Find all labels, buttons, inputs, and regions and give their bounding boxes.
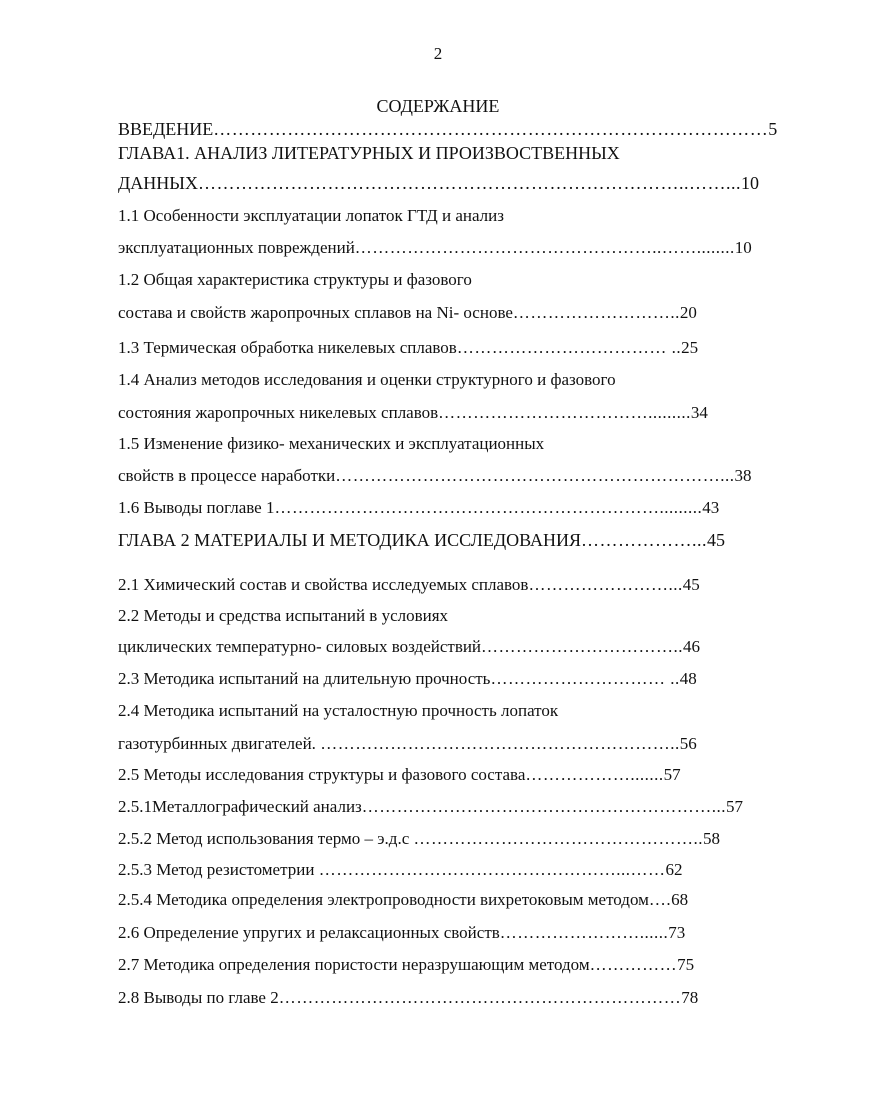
toc-entry-page-number: 46: [683, 637, 701, 656]
toc-entry: [118, 636, 755, 658]
toc-entry-text: 2.5.2 Метод использования термо – э.д.с: [118, 829, 414, 848]
toc-entry: [118, 529, 752, 551]
toc-entry: [118, 889, 755, 911]
toc-entry-leader-dots: ………………………… ..: [490, 669, 680, 688]
toc-entry-page-number: 10: [740, 173, 759, 193]
toc-entry-leader-dots: ……………: [589, 955, 678, 974]
toc-entry-leader-dots: …………………………………………..: [413, 829, 703, 848]
toc-entry-text: 2.5.1Металлографический анализ: [118, 797, 362, 816]
toc-entry-text: 1.2 Общая характеристика структуры и фазового: [118, 270, 472, 289]
toc-entry-leader-dots: ……………………………………………………..: [320, 734, 680, 753]
toc-entry: [118, 337, 755, 359]
toc-entry: [118, 605, 500, 627]
toc-entry: [118, 369, 680, 391]
toc-entry-text: 2.5.3 Метод резистометрии: [118, 860, 319, 879]
toc-entry-leader-dots: ……………………...: [528, 575, 683, 594]
toc-entry: [118, 700, 620, 722]
toc-entry: [118, 987, 752, 1009]
toc-entry-leader-dots: ………………………..: [512, 303, 680, 322]
toc-entry-text: циклических температурно- силовых воздействий: [118, 637, 482, 656]
toc-entry-text: 1.3 Термическая обработка никелевых сплавов: [118, 338, 457, 357]
toc-entry-page-number: 57: [726, 797, 744, 816]
toc-entry: [118, 859, 755, 881]
toc-entry-page-number: 5: [768, 119, 778, 139]
toc-entry-text: 2.7 Методика определения пористости неразрушающим методом: [118, 955, 590, 974]
toc-entry-text: 2.4 Методика испытаний на усталостную прочность лопаток: [118, 701, 559, 720]
toc-entry-text: 2.6 Определение упругих и релаксационных свойств: [118, 923, 500, 942]
toc-entry: [118, 668, 755, 690]
toc-entry-leader-dots: ……………………………………………...……: [318, 860, 666, 879]
toc-entry: [118, 269, 560, 291]
toc-entry-text: состава и свойств жаропрочных сплавов на Ni- основе: [118, 303, 513, 322]
toc-entry-text: 1.6 Выводы поглаве 1: [118, 498, 275, 517]
toc-entry-leader-dots: ………………………………………………………………………………: [213, 119, 769, 139]
toc-entry-page-number: 57: [663, 765, 681, 784]
toc-entry-text: эксплуатационных повреждений: [118, 238, 355, 257]
toc-entry-page-number: 10: [734, 238, 752, 257]
toc-entry-page-number: 58: [703, 829, 720, 848]
toc-entry-leader-dots: ……………….......: [525, 765, 664, 784]
toc-entry-leader-dots: ……………………………..: [481, 637, 684, 656]
toc-entry-text: 2.5 Методы исследования структуры и фазового состава: [118, 765, 526, 784]
toc-entry-text: 1.1 Особенности эксплуатации лопаток ГТД и анализ: [118, 206, 504, 225]
toc-entry: [118, 205, 560, 227]
toc-entry-leader-dots: ……………………………………………………………………..……...: [197, 173, 741, 193]
toc-entry-page-number: 48: [679, 669, 697, 688]
toc-entry: [118, 497, 755, 519]
toc-entry-leader-dots: ……………………………… ..: [456, 338, 682, 357]
toc-entry-text: 2.2 Методы и средства испытаний в условиях: [118, 606, 449, 625]
toc-entry-text: 2.1 Химический состав и свойства исследуемых сплавов: [118, 575, 529, 594]
toc-entry-text: свойств в процессе наработки: [118, 466, 336, 485]
toc-entry: [118, 302, 755, 324]
toc-entry-leader-dots: ……………………………………………..……........: [354, 238, 735, 257]
toc-entry-page-number: 56: [679, 734, 697, 753]
toc-entry: [118, 433, 600, 455]
toc-entry-page-number: 73: [668, 923, 686, 942]
toc-entry-leader-dots: ………………...: [581, 530, 708, 550]
toc-entry-leader-dots: ……………………………….........: [438, 403, 691, 422]
toc-entry: [118, 118, 778, 140]
toc-entry-page-number: 34: [690, 403, 708, 422]
toc-entry: [118, 172, 759, 194]
toc-entry-leader-dots: ……………………......: [499, 923, 669, 942]
toc-entry: [118, 142, 650, 164]
toc-entry-page-number: 75: [677, 955, 695, 974]
toc-entry: [118, 922, 755, 944]
toc-entry: [118, 796, 755, 818]
toc-entry-leader-dots: ………………………………………………………….........: [274, 498, 703, 517]
toc-entry-text: ВВЕДЕНИЕ: [118, 119, 214, 139]
toc-entry-page-number: 20: [679, 303, 697, 322]
toc-entry-leader-dots: ……………………………………………………...: [361, 797, 727, 816]
toc-entry-text: 1.4 Анализ методов исследования и оценки структурного и фазового: [118, 370, 616, 389]
toc-entry: [118, 574, 755, 596]
toc-entry-text: 2.5.4 Методика определения электропроводности вихретоковым методом: [118, 890, 649, 909]
toc-title: СОДЕРЖАНИЕ: [376, 96, 500, 116]
toc-entry: [118, 402, 755, 424]
toc-entry-page-number: 38: [734, 466, 752, 485]
toc-entry-text: 2.3 Методика испытаний на длительную прочность: [118, 669, 491, 688]
toc-entry-text: газотурбинных двигателей.: [118, 734, 321, 753]
toc-entry-text: ДАННЫХ: [118, 173, 198, 193]
toc-entry-leader-dots: ….: [648, 890, 672, 909]
toc-entry-text: состояния жаропрочных никелевых сплавов: [118, 403, 439, 422]
toc-entry-text: 2.8 Выводы по главе 2: [118, 988, 279, 1007]
toc-entry-page-number: 43: [702, 498, 720, 517]
toc-entry-leader-dots: …………………………………………………………...: [335, 466, 735, 485]
toc-entry: [118, 237, 755, 259]
toc-entry-page-number: 78: [681, 988, 699, 1007]
toc-entry: [118, 733, 750, 755]
toc-entry-page-number: 62: [665, 860, 683, 879]
toc-entry: [118, 828, 755, 850]
toc-entry-text: ГЛАВА1. АНАЛИЗ ЛИТЕРАТУРНЫХ И ПРОИЗВОСТВЕННЫХ: [118, 143, 620, 163]
toc-entry-text: 1.5 Изменение физико- механических и эксплуатационных: [118, 434, 545, 453]
toc-entry-text: ГЛАВА 2 МАТЕРИАЛЫ И МЕТОДИКА ИССЛЕДОВАНИЯ: [118, 530, 582, 550]
toc-entry: [118, 954, 755, 976]
toc-entry-page-number: 68: [671, 890, 689, 909]
toc-entry-page-number: 25: [681, 338, 699, 357]
toc-entry-page-number: 45: [682, 575, 700, 594]
page-number: 2: [433, 44, 443, 63]
toc-entry-page-number: 45: [707, 530, 726, 550]
toc-entry: [118, 465, 755, 487]
toc-entry-leader-dots: ……………………………………………………………: [278, 988, 682, 1007]
toc-entry: [118, 764, 755, 786]
